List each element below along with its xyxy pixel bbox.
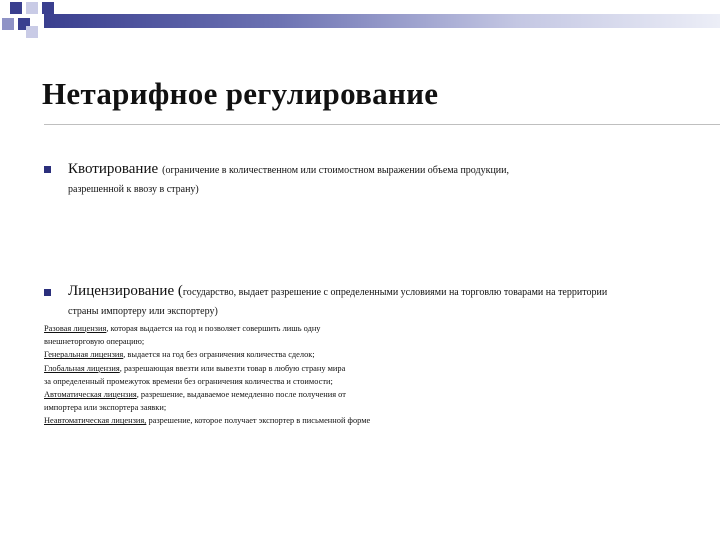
item-term: Лицензирование ( — [68, 283, 183, 299]
title-divider — [44, 124, 720, 125]
list-item — [68, 282, 668, 320]
item-description: государство, выдает разрешение с определенными условиями на торговлю товарами на территории — [182, 287, 608, 298]
license-list — [44, 322, 544, 428]
license-name: Глобальная лицензия — [44, 363, 120, 373]
deco-square — [42, 2, 54, 14]
license-entry — [44, 414, 544, 427]
license-entry — [44, 348, 544, 361]
license-text: , разрешение, выдаваемое немедленно после получения от — [136, 390, 346, 400]
bullet-icon — [44, 289, 51, 296]
license-text: разрешение, которое получает экспортер в письменной форме — [146, 416, 371, 426]
license-name: Неавтоматическая лицензия, — [44, 416, 147, 426]
item-term: Квотирование — [68, 161, 159, 177]
license-text: , которая выдается на год и позволяет совершить лишь одну — [106, 324, 321, 333]
header-decoration — [0, 0, 720, 40]
license-name: Автоматическая лицензия — [44, 390, 137, 400]
deco-square — [10, 2, 22, 14]
bullet-icon — [44, 166, 51, 173]
page-title: Нетарифное регулирование — [42, 76, 439, 111]
deco-square — [26, 2, 38, 14]
list-item — [68, 160, 668, 198]
license-text: внешнеторговую операцию; — [44, 337, 145, 347]
license-text: за определенный промежуток времени без ограничения количества и стоимости; — [44, 376, 333, 386]
license-entry — [44, 322, 544, 348]
license-name: Разовая лицензия — [44, 324, 107, 333]
license-text: , выдается на год без ограничения количества сделок; — [123, 350, 315, 360]
license-entry — [44, 388, 544, 414]
deco-square — [26, 26, 38, 38]
license-entry — [44, 362, 544, 388]
license-name: Генеральная лицензия — [44, 350, 124, 360]
license-text: импортера или экспортера заявки; — [44, 403, 167, 413]
item-description: разрешенной к ввозу в страну) — [68, 184, 199, 195]
license-text: , разрешающая ввезти или вывезти товар в любую страну мира — [119, 363, 346, 373]
item-description: страны импортеру или экспортеру) — [68, 306, 218, 317]
deco-band — [44, 14, 720, 28]
deco-square — [2, 18, 14, 30]
item-description: (ограничение в количественном или стоимостном выражении объема продукции, — [162, 165, 510, 176]
